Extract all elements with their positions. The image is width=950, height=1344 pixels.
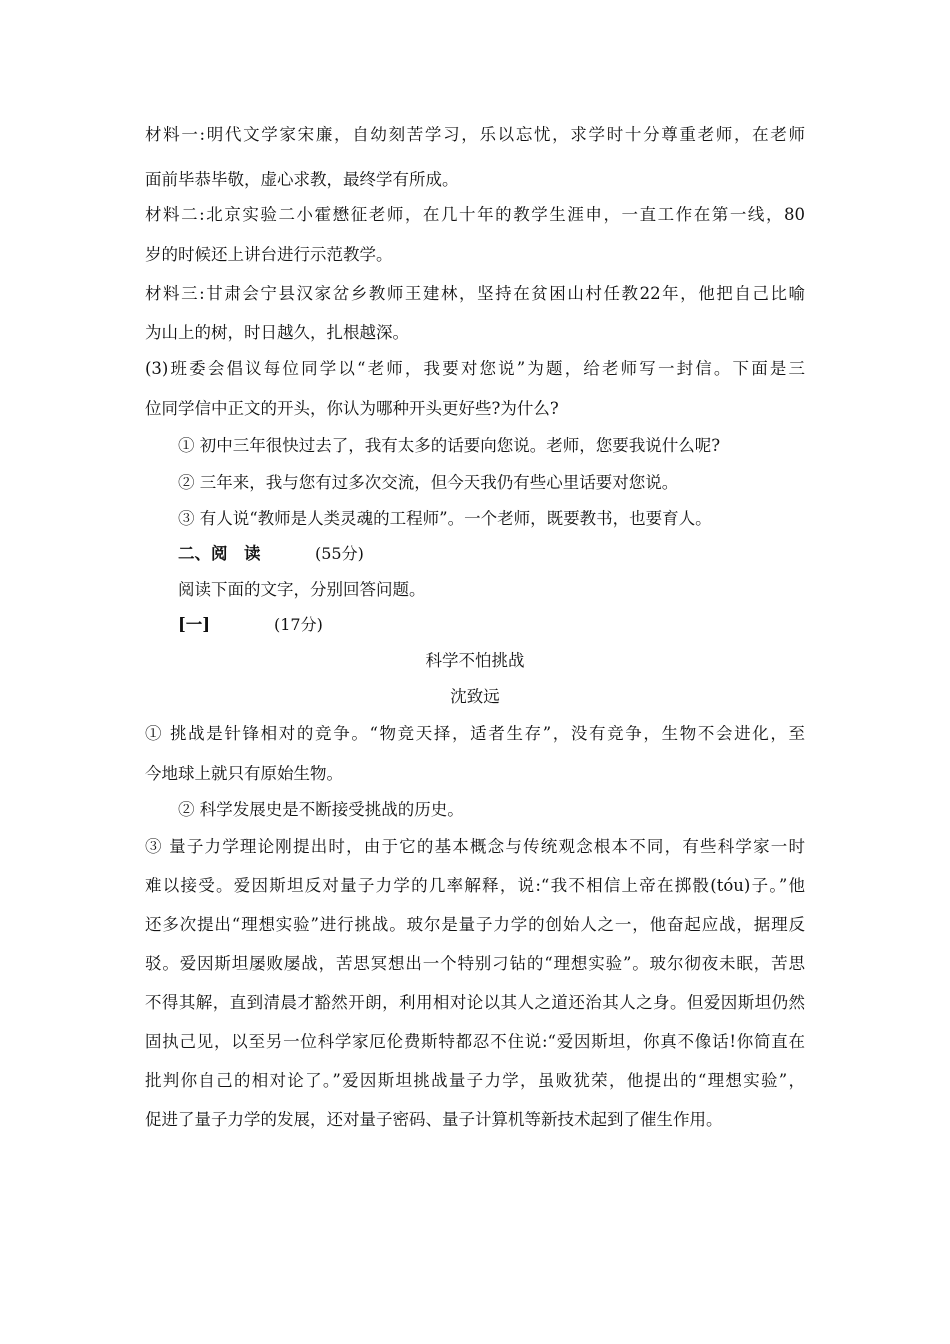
part-label: [一] [178, 615, 211, 634]
paragraph-3-line-8: 促进了量子力学的发展，还对量子密码、量子计算机等新技术起到了催生作用。 [145, 1110, 723, 1129]
option-2: ② 三年来，我与您有过多次交流，但今天我仍有些心里话要对您说。 [178, 473, 679, 492]
paragraph-3-line-5: 不得其解，直到清晨才豁然开朗，利用相对论以其人之道还治其人之身。但爱因斯坦仍然 [145, 993, 805, 1012]
paragraph-2: ② 科学发展史是不断接受挑战的历史。 [178, 800, 464, 819]
material-two-line-2: 岁的时候还上讲台进行示范教学。 [145, 245, 393, 264]
material-three-line-1: 材料三:甘肃会宁县汉家岔乡教师王建林，坚持在贫困山村任教22年，他把自己比喻 [145, 284, 805, 303]
question-3-line-2: 位同学信中正文的开头，你认为哪种开头更好些?为什么? [145, 399, 559, 418]
section-heading: 二、阅 读 [178, 544, 261, 563]
section-score: (55分) [315, 544, 364, 563]
paragraph-3-line-6: 固执己见，以至另一位科学家厄伦费斯特都忍不住说:“爱因斯坦，你真不像话!你简直在 [145, 1032, 805, 1051]
instruction: 阅读下面的文字，分别回答问题。 [178, 580, 426, 599]
paragraph-3-line-7: 批判你自己的相对论了。”爱因斯坦挑战量子力学，虽败犹荣，他提出的“理想实验”， [145, 1071, 805, 1090]
material-one-line-2: 面前毕恭毕敬，虚心求教，最终学有所成。 [145, 170, 459, 189]
part-score: (17分) [274, 615, 323, 634]
paragraph-1-line-2: 今地球上就只有原始生物。 [145, 764, 343, 783]
material-one-line-1: 材料一:明代文学家宋廉，自幼刻苦学习，乐以忘忧，求学时十分尊重老师，在老师 [145, 125, 805, 144]
option-1: ① 初中三年很快过去了，我有太多的话要向您说。老师，您要我说什么呢? [178, 436, 721, 455]
paragraph-1-line-1: ① 挑战是针锋相对的竞争。“物竞天择，适者生存”，没有竞争，生物不会进化，至 [145, 724, 805, 743]
question-3-line-1: (3)班委会倡议每位同学以“老师，我要对您说”为题，给老师写一封信。下面是三 [145, 359, 805, 378]
paragraph-3-line-2: 难以接受。爱因斯坦反对量子力学的几率解释，说:“我不相信上帝在掷骰(tóu)子。”他 [145, 876, 805, 895]
material-three-line-2: 为山上的树，时日越久，扎根越深。 [145, 323, 409, 342]
paragraph-3-line-1: ③ 量子力学理论刚提出时，由于它的基本概念与传统观念根本不同，有些科学家一时 [145, 837, 805, 856]
option-3: ③ 有人说“教师是人类灵魂的工程师”。一个老师，既要教书，也要育人。 [178, 509, 712, 528]
article-title: 科学不怕挑战 [425, 651, 525, 670]
material-two-line-1: 材料二:北京实验二小霍懋征老师，在几十年的教学生涯申，一直工作在第一线，80 [145, 205, 805, 224]
paragraph-3-line-3: 还多次提出“理想实验”进行挑战。玻尔是量子力学的创始人之一，他奋起应战，据理反 [145, 915, 805, 934]
paragraph-3-line-4: 驳。爱因斯坦屡败屡战，苦思冥想出一个特别刁钻的“理想实验”。玻尔彻夜未眠，苦思 [145, 954, 805, 973]
article-author: 沈致远 [450, 687, 500, 706]
